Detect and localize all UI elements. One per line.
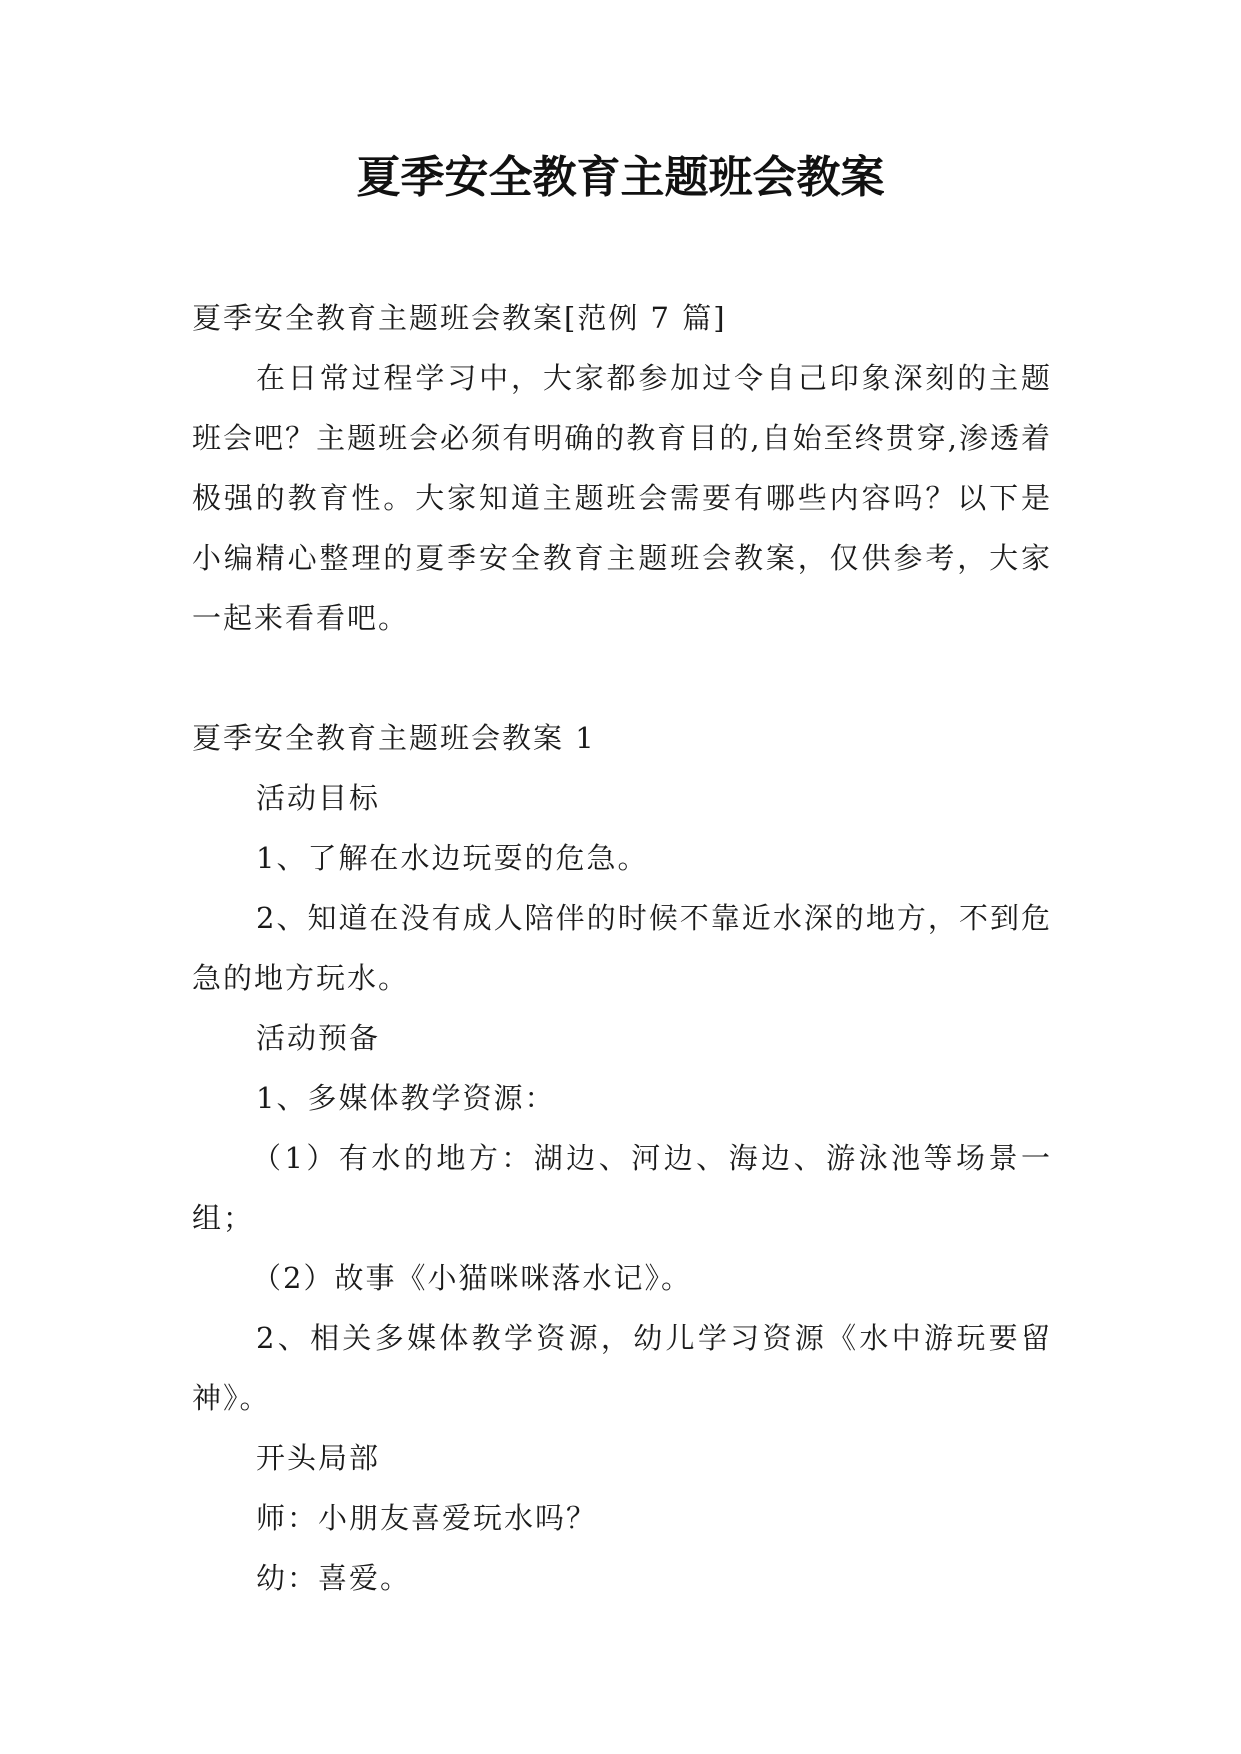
document-title: 夏季安全教育主题班会教案 (356, 152, 885, 203)
heading-activity-goals: 活动目标 (256, 781, 381, 815)
section-title: 夏季安全教育主题班会教案 1 (192, 721, 596, 755)
goal-item-1: 1、了解在水边玩耍的危急。 (256, 841, 649, 875)
preparation-subitem-2: （2）故事《小猫咪咪落水记》。 (252, 1261, 692, 1295)
preparation-item-1: 1、多媒体教学资源： (256, 1081, 556, 1115)
preparation-item-2: 2、相关多媒体教学资源，幼儿学习资源《水中游玩要留神》。 (192, 1321, 1052, 1415)
intro-paragraph: 在日常过程学习中，大家都参加过令自己印象深刻的主题班会吧？主题班会必须有明确的教育目的,自始至终贯穿,渗透着极强的教育性。大家知道主题班会需要有哪些内容吗？以下是小编精心整理的夏季安全教育主题班会教案，仅供参考，大家一起来看看吧。 (192, 361, 1052, 635)
document-body (192, 288, 1052, 1608)
heading-opening-part: 开头局部 (256, 1441, 381, 1475)
dialogue-teacher: 师：小朋友喜爱玩水吗？ (256, 1501, 598, 1535)
goal-item-2: 2、知道在没有成人陪伴的时候不靠近水深的地方，不到危急的地方玩水。 (192, 901, 1052, 995)
paragraph-spacer (192, 648, 1052, 708)
dialogue-child: 幼：喜爱。 (256, 1561, 412, 1595)
document-subtitle: 夏季安全教育主题班会教案[范例 7 篇] (192, 301, 727, 335)
heading-activity-preparation: 活动预备 (256, 1021, 381, 1055)
preparation-subitem-1: （1）有水的地方：湖边、河边、海边、游泳池等场景一组； (192, 1141, 1052, 1235)
